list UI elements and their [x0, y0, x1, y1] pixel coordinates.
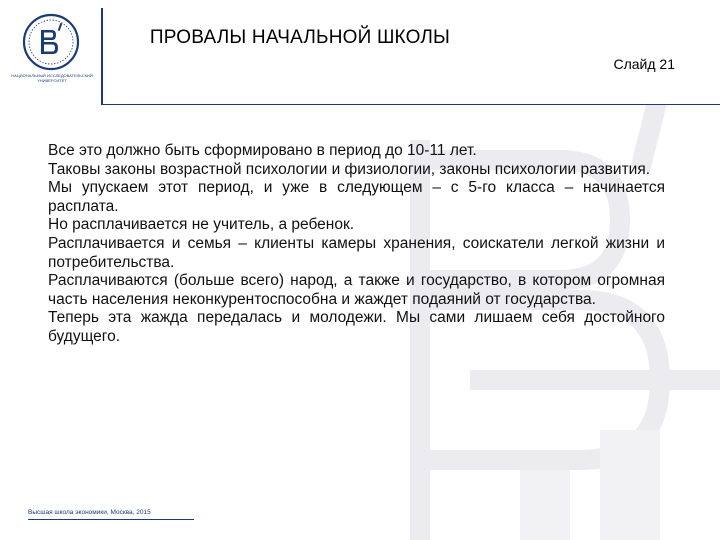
- body-paragraph-7: Теперь эта жажда передалась и молодежи. Мы сами лишаем себя достойного будущего.: [48, 309, 665, 345]
- body-paragraph-1: Все это должно быть сформировано в период до 10-11 лет.: [48, 142, 477, 159]
- body-paragraph-6: Расплачиваются (больше всего) народ, а также и государство, в котором огромная часть населения неконкурентоспособна и жаждет подаяний от государства.: [48, 272, 665, 308]
- body-paragraph-4: Но расплачивается не учитель, а ребенок.: [48, 216, 355, 234]
- slide-body: [48, 142, 665, 347]
- body-paragraph-2: Таковы законы возрастной психологии и физиологии, законы психологии развития.: [48, 160, 651, 178]
- header: [0, 0, 720, 105]
- slide-title: ПРОВАЛЫ НАЧАЛЬНОЙ ШКОЛЫ: [149, 27, 451, 48]
- body-paragraph-3: Мы упускаем этот период, и уже в следующем – с 5-го класса – начинается расплата.: [48, 179, 665, 215]
- logo-caption-line1: НАЦИОНАЛЬНЫЙ ИССЛЕДОВАТЕЛЬСКИЙ: [11, 73, 93, 78]
- logo-caption-line2: УНИВЕРСИТЕТ: [37, 78, 67, 83]
- university-logo-icon: [14, 8, 88, 82]
- footer-line: [28, 519, 194, 520]
- footer-text: Высшая школа экономики, Москва, 2015: [28, 509, 151, 516]
- slide-number: Слайд 21: [613, 56, 675, 72]
- body-paragraph-5: Расплачивается и семья – клиенты камеры хранения, соискатели легкой жизни и потребительства.: [48, 234, 665, 271]
- logo-caption: [10, 73, 94, 83]
- header-divider-line: [101, 104, 720, 105]
- logo-divider: [101, 8, 103, 105]
